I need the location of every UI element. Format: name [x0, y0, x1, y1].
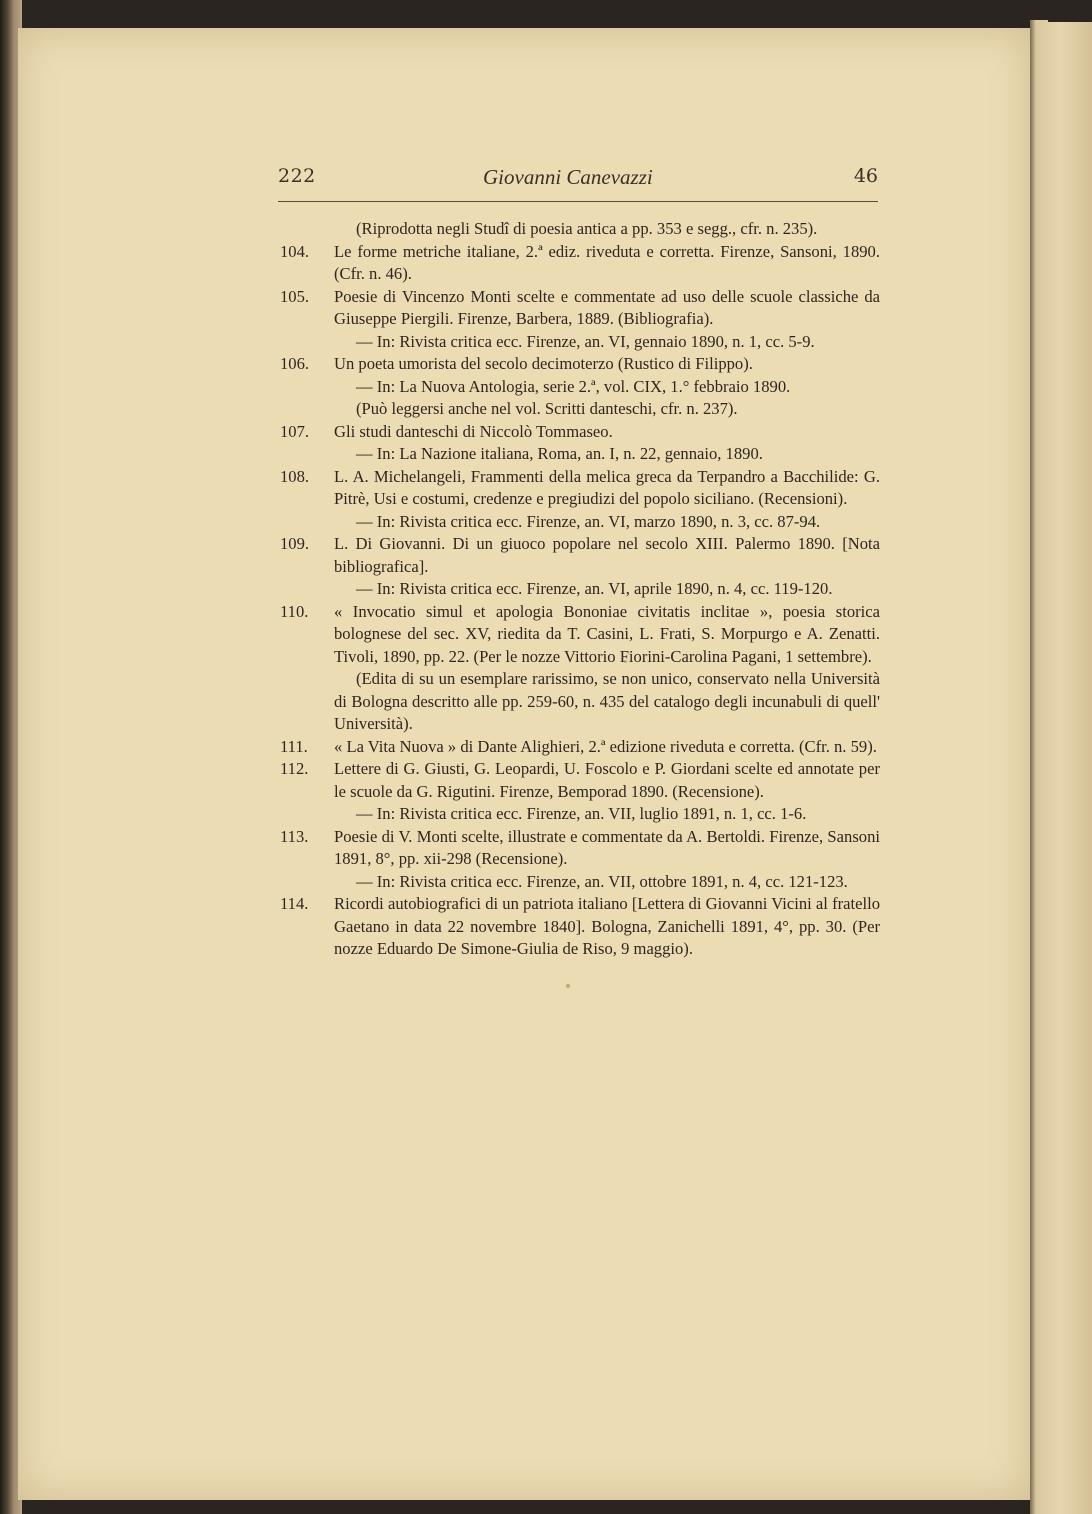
entry-number: 108. [280, 466, 310, 486]
list-item [280, 421, 880, 466]
entry-source: — In: Rivista critica ecc. Firenze, an. VI, gennaio 1890, n. 1, cc. 5-9. [356, 331, 815, 351]
entry-number: 113. [280, 826, 309, 846]
entry-source: — In: Rivista critica ecc. Firenze, an. VI, marzo 1890, n. 3, cc. 87-94. [356, 511, 821, 531]
list-item [280, 286, 880, 354]
entry-text: Lettere di G. Giusti, G. Leopardi, U. Foscolo e P. Giordani scelte ed annotate per le scuole da G. Rigutini. Firenze, Bemporad 1890. (Recensione). [334, 759, 880, 801]
next-page-edge [1030, 20, 1092, 1514]
entry-number: 110. [280, 601, 309, 621]
paper-spot [566, 984, 570, 988]
entry-text: « La Vita Nuova » di Dante Alighieri, 2.ª edizione riveduta e corretta. (Cfr. n. 59). [334, 736, 877, 756]
entry-source: — In: Rivista critica ecc. Firenze, an. VII, luglio 1891, n. 1, cc. 1-6. [356, 804, 807, 823]
entry-number: 105. [280, 286, 310, 306]
list-item [280, 758, 880, 826]
entry-number: 114. [280, 894, 309, 913]
entry-text: « Invocatio simul et apologia Bononiae civitatis inclitae », poesia storica bolognese del sec. XV, riedita da T. Casini, L. Frati, S. Morpurgo e A. Zenatti. Tivoli, 1890, pp. 22. (Per le nozze Vittorio Fiorini-Carolina Pagani, 1 settembre). [334, 601, 880, 666]
list-item [280, 533, 880, 601]
list-item [280, 736, 880, 759]
list-item: (Riprodotta negli Studî di poesia antica a pp. 353 e segg., cfr. n. 235). [356, 219, 818, 238]
entry-source: — In: La Nuova Antologia, serie 2.ª, vol. CIX, 1.° febbraio 1890. [356, 376, 791, 396]
entry-text: Poesie di V. Monti scelte, illustrate e commentate da A. Bertoldi. Firenze, Sansoni 1891, 8°, pp. xii-298 (Recensione). [334, 826, 880, 868]
running-head [278, 165, 878, 195]
bibliography-list [280, 218, 880, 961]
list-item [280, 601, 880, 736]
entry-text: L. Di Giovanni. Di un giuoco popolare nel secolo XIII. Palermo 1890. [Nota bibliografica]. [334, 534, 880, 576]
header-rule [278, 201, 878, 202]
list-item [280, 893, 880, 961]
page-number: 222 [278, 165, 316, 187]
list-item [280, 466, 880, 534]
entry-text: Ricordi autobiografici di un patriota italiano [Lettera di Giovanni Vicini al fratello Gaetano in data 22 novembre 1840]. Bologna, Zanichelli 1891, 4°, pp. 30. (Per nozze Eduardo De Simone-Giulia de Riso, 9 maggio). [334, 894, 880, 958]
entry-text: Un poeta umorista del secolo decimoterzo (Rustico di Filippo). [334, 354, 753, 373]
entry-number: 111. [280, 736, 308, 756]
section-number: 46 [853, 165, 878, 187]
entry-text: L. A. Michelangeli, Frammenti della melica greca da Terpandro a Bacchilide: G. Pitrè, Usi e costumi, credenze e pregiudizi del popolo siciliano. (Recensioni). [334, 466, 880, 508]
list-item [280, 826, 880, 894]
entry-text: Poesie di Vincenzo Monti scelte e commentate ad uso delle scuole classiche da Giuseppe Piergili. Firenze, Barbera, 1889. (Bibliografia). [334, 286, 880, 328]
entry-text: Gli studi danteschi di Niccolò Tommaseo. [334, 421, 613, 441]
entry-note: (Edita di su un esemplare rarissimo, se non unico, conservato nella Università di Bologna descritto alle pp. 259-60, n. 435 del catalogo degli incunabuli di quell' Università). [334, 669, 880, 733]
entry-note: (Può leggersi anche nel vol. Scritti danteschi, cfr. n. 237). [356, 399, 738, 418]
entry-number: 104. [280, 241, 310, 261]
entry-source: — In: Rivista critica ecc. Firenze, an. VII, ottobre 1891, n. 4, cc. 121-123. [356, 871, 848, 891]
running-head-author: Giovanni Canevazzi [483, 165, 653, 189]
entry-number: 112. [280, 759, 309, 778]
entry-source: — In: Rivista critica ecc. Firenze, an. VI, aprile 1890, n. 4, cc. 119-120. [356, 579, 833, 598]
entry-text: Le forme metriche italiane, 2.ª ediz. riveduta e corretta. Firenze, Sansoni, 1890. (Cfr. n. 46). [334, 241, 880, 283]
entry-number: 106. [280, 354, 310, 373]
entry-source: — In: La Nazione italiana, Roma, an. I, n. 22, gennaio, 1890. [356, 444, 763, 463]
entry-number: 107. [280, 421, 310, 441]
list-item [280, 353, 880, 421]
list-item [280, 241, 880, 286]
background-corner [1048, 0, 1092, 22]
entry-number: 109. [280, 534, 310, 553]
